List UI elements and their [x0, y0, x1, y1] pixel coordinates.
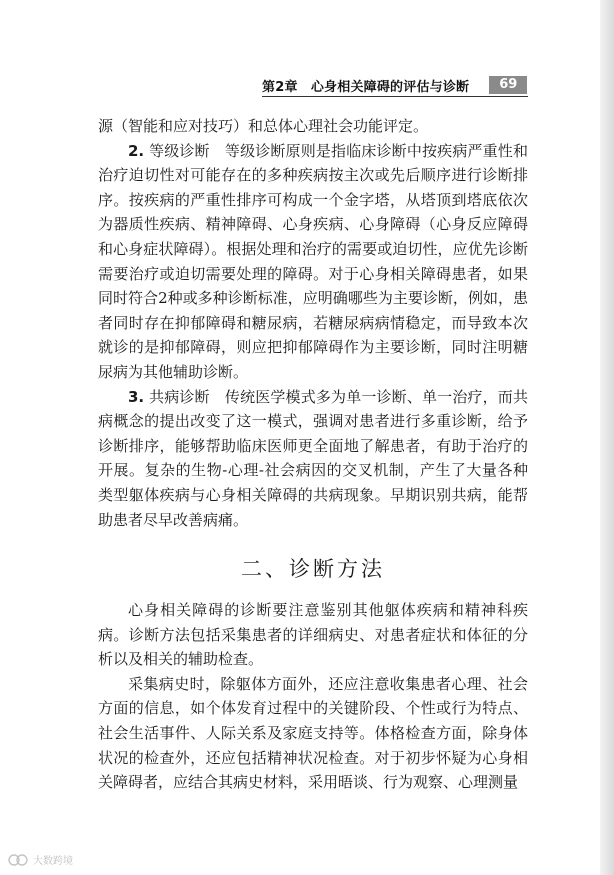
chapter-title: 第2章 心身相关障碍的评估与诊断	[262, 79, 470, 95]
paragraph-continued: 源（智能和应对技巧）和总体心理社会功能评定。	[98, 117, 429, 135]
paragraph-hierarchical-diagnosis	[98, 139, 528, 385]
page-edge-shadow	[600, 0, 614, 875]
watermark-logo-icon	[8, 853, 30, 867]
text-block-bottom	[98, 598, 528, 795]
header-rule	[262, 96, 528, 97]
watermark-text: 大数跨境	[33, 856, 73, 867]
running-header	[262, 76, 527, 94]
watermark	[8, 852, 73, 867]
paragraph-body: 传统医学模式多为单一诊断、单一治疗，而共病概念的提出改变了这一模式，强调对患者进行多重诊断，给予诊断排序，能够帮助临床医师更全面地了解患者，有助于治疗的开展。复杂的生物-心理-社会病因的交叉机制，产生了大量各种类型躯体疾病与心身相关障碍的共病现象。早期识别共病，能帮助患者尽早改善病痛。	[98, 387, 528, 529]
section-heading: 二、诊断方法	[241, 557, 385, 581]
page-number: 69	[489, 76, 527, 94]
text-block-top	[98, 114, 528, 532]
paragraph-comorbidity-diagnosis	[98, 385, 528, 533]
paragraph-history-taking: 采集病史时，除躯体方面外，还应注意收集患者心理、社会方面的信息，如个体发育过程中的关键阶段、个性或行为特点、社会生活事件、人际关系及家庭支持等。体格检查方面，除身体状况的检查外，还应包括精神状况检查。对于初步怀疑为心身相关障碍者，应结合其病史材料，采用晤谈、行为观察、心理测量	[98, 674, 528, 792]
paragraph-heading: 等级诊断	[149, 141, 210, 160]
paragraph-number: 3.	[128, 387, 145, 406]
paragraph-number: 2.	[128, 141, 145, 160]
paragraph-diagnosis-methods: 心身相关障碍的诊断要注意鉴别其他躯体疾病和精神科疾病。诊断方法包括采集患者的详细病史、对患者症状和体征的分析以及相关的辅助检查。	[98, 601, 528, 669]
paragraph-heading: 共病诊断	[149, 387, 210, 406]
paragraph-body: 等级诊断原则是指临床诊断中按疾病严重性和治疗迫切性对可能存在的多种疾病按主次或先后顺序进行诊断排序。按疾病的严重性排序可构成一个金字塔，从塔顶到塔底依次为器质性疾病、精神障碍、心身疾病、心身障碍（心身反应障碍和心身症状障碍）。根据处理和治疗的需要或迫切性，应优先诊断需要治疗或迫切需要处理的障碍。对于心身相关障碍患者，如果同时符合2种或多种诊断标准，应明确哪些为主要诊断，例如，患者同时存在抑郁障碍和糖尿病，若糖尿病病情稳定，而导致本次就诊的是抑郁障碍，则应把抑郁障碍作为主要诊断，同时注明糖尿病为其他辅助诊断。	[98, 141, 528, 381]
